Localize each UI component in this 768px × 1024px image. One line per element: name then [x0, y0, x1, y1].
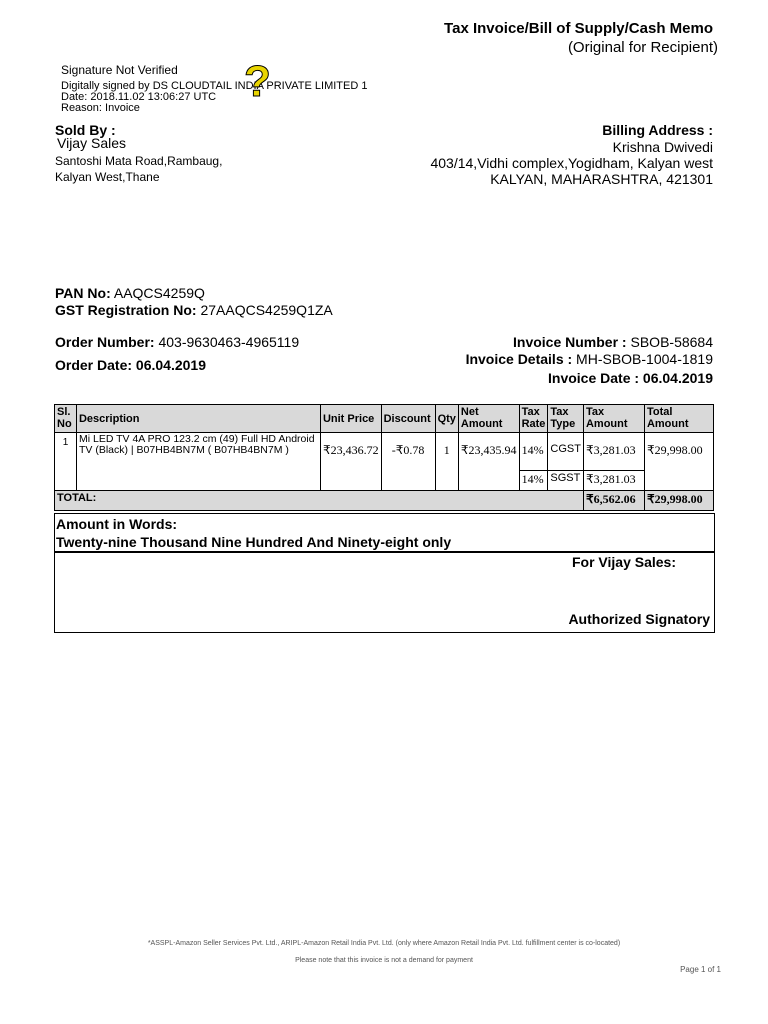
- cell-tax-type-sgst: SGST: [548, 471, 584, 491]
- footer-entity-note: *ASSPL-Amazon Seller Services Pvt. Ltd., ARIPL-Amazon Retail India Pvt. Ltd. (only where Amazon Retail India Pvt. Ltd. fulfillment center is co-located): [147, 940, 621, 947]
- cell-total-amount: ₹29,998.00: [644, 433, 713, 491]
- invoice-details-label: Invoice Details :: [465, 351, 573, 367]
- seller-address-line2: Kalyan West,Thane: [55, 170, 160, 184]
- cell-net-amount: ₹23,435.94: [458, 433, 519, 491]
- billing-address-line1: 403/14,Vidhi complex,Yogidham, Kalyan west: [430, 155, 713, 171]
- table-row: [55, 433, 714, 471]
- invoice-date-label: Invoice Date :: [548, 370, 640, 386]
- order-number-value: 403-9630463-4965119: [158, 334, 300, 350]
- for-seller-label: For Vijay Sales:: [571, 554, 676, 570]
- sold-by-label: Sold By :: [55, 122, 116, 138]
- cell-description: Mi LED TV 4A PRO 123.2 cm (49) Full HD Android TV (Black) | B07HB4BN7M ( B07HB4BN7M ): [76, 433, 320, 491]
- footer-payment-note: Please note that this invoice is not a demand for payment: [295, 957, 473, 964]
- page-number: Page 1 of 1: [680, 965, 721, 974]
- gst-value: 27AAQCS4259Q1ZA: [200, 302, 333, 318]
- gst-registration: [55, 302, 333, 318]
- invoice-details-value: MH-SBOB-1004-1819: [576, 351, 713, 367]
- total-tax-amount: ₹6,562.06: [583, 491, 644, 511]
- pan-value: AAQCS4259Q: [113, 285, 205, 301]
- header-sl-no: Sl. No: [55, 405, 77, 433]
- cell-tax-amount-cgst: ₹3,281.03: [583, 433, 644, 471]
- total-amount: ₹29,998.00: [644, 491, 713, 511]
- invoice-items-table: [54, 404, 714, 511]
- amount-in-words-label: Amount in Words:: [56, 516, 178, 532]
- order-date-value: 06.04.2019: [135, 357, 206, 373]
- cell-tax-type-cgst: CGST: [548, 433, 584, 471]
- signatory-box: [54, 551, 715, 633]
- invoice-details: [466, 351, 713, 367]
- header-discount: Discount: [381, 405, 435, 433]
- invoice-number: [513, 334, 713, 350]
- order-date-label: Order Date:: [55, 357, 133, 373]
- invoice-title: Tax Invoice/Bill of Supply/Cash Memo: [444, 20, 713, 37]
- cell-tax-amount-sgst: ₹3,281.03: [583, 471, 644, 491]
- billing-name: Krishna Dwivedi: [612, 139, 713, 155]
- amount-in-words-box: [54, 513, 715, 553]
- invoice-date-value: 06.04.2019: [642, 370, 713, 386]
- amount-in-words-value: Twenty-nine Thousand Nine Hundred And Ninety-eight only: [56, 534, 452, 550]
- billing-address-line2: KALYAN, MAHARASHTRA, 421301: [490, 171, 713, 187]
- header-unit-price: Unit Price: [320, 405, 381, 433]
- cell-tax-rate-sgst: 14%: [519, 471, 548, 491]
- cell-qty: 1: [435, 433, 458, 491]
- invoice-subtitle: (Original for Recipient): [567, 39, 718, 56]
- cell-unit-price: ₹23,436.72: [320, 433, 381, 491]
- gst-label: GST Registration No:: [55, 302, 197, 318]
- signature-unknown-icon: ?: [244, 57, 271, 106]
- signature-signer: Digitally signed by DS CLOUDTAIL INDIA PRIVATE LIMITED 1: [61, 80, 368, 92]
- header-description: Description: [76, 405, 320, 433]
- order-date: [55, 357, 206, 373]
- invoice-number-value: SBOB-58684: [630, 334, 713, 350]
- pan-label: PAN No:: [55, 285, 111, 301]
- order-number: [55, 334, 299, 350]
- total-label: TOTAL:: [55, 491, 584, 511]
- signature-date: Date: 2018.11.02 13:06:27 UTC: [61, 91, 217, 103]
- header-tax-rate: Tax Rate: [519, 405, 548, 433]
- order-number-label: Order Number:: [55, 334, 155, 350]
- seller-address-line1: Santoshi Mata Road,Rambaug,: [55, 154, 223, 168]
- header-qty: Qty: [435, 405, 458, 433]
- seller-name: Vijay Sales: [57, 135, 127, 151]
- signature-status: Signature Not Verified: [61, 63, 178, 77]
- header-total-amount: Total Amount: [644, 405, 713, 433]
- signature-reason: Reason: Invoice: [61, 102, 140, 114]
- pan-number: [55, 285, 205, 301]
- invoice-date: [548, 370, 713, 386]
- header-net-amount: Net Amount: [458, 405, 519, 433]
- header-tax-amount: Tax Amount: [583, 405, 644, 433]
- cell-sl-no: 1: [55, 433, 77, 491]
- cell-discount: -₹0.78: [381, 433, 435, 491]
- header-tax-type: Tax Type: [548, 405, 584, 433]
- billing-address-label: Billing Address :: [602, 122, 713, 138]
- table-header-row: [55, 405, 714, 433]
- authorized-signatory: Authorized Signatory: [568, 611, 710, 627]
- invoice-number-label: Invoice Number :: [513, 334, 627, 350]
- cell-tax-rate-cgst: 14%: [519, 433, 548, 471]
- table-total-row: [55, 491, 714, 511]
